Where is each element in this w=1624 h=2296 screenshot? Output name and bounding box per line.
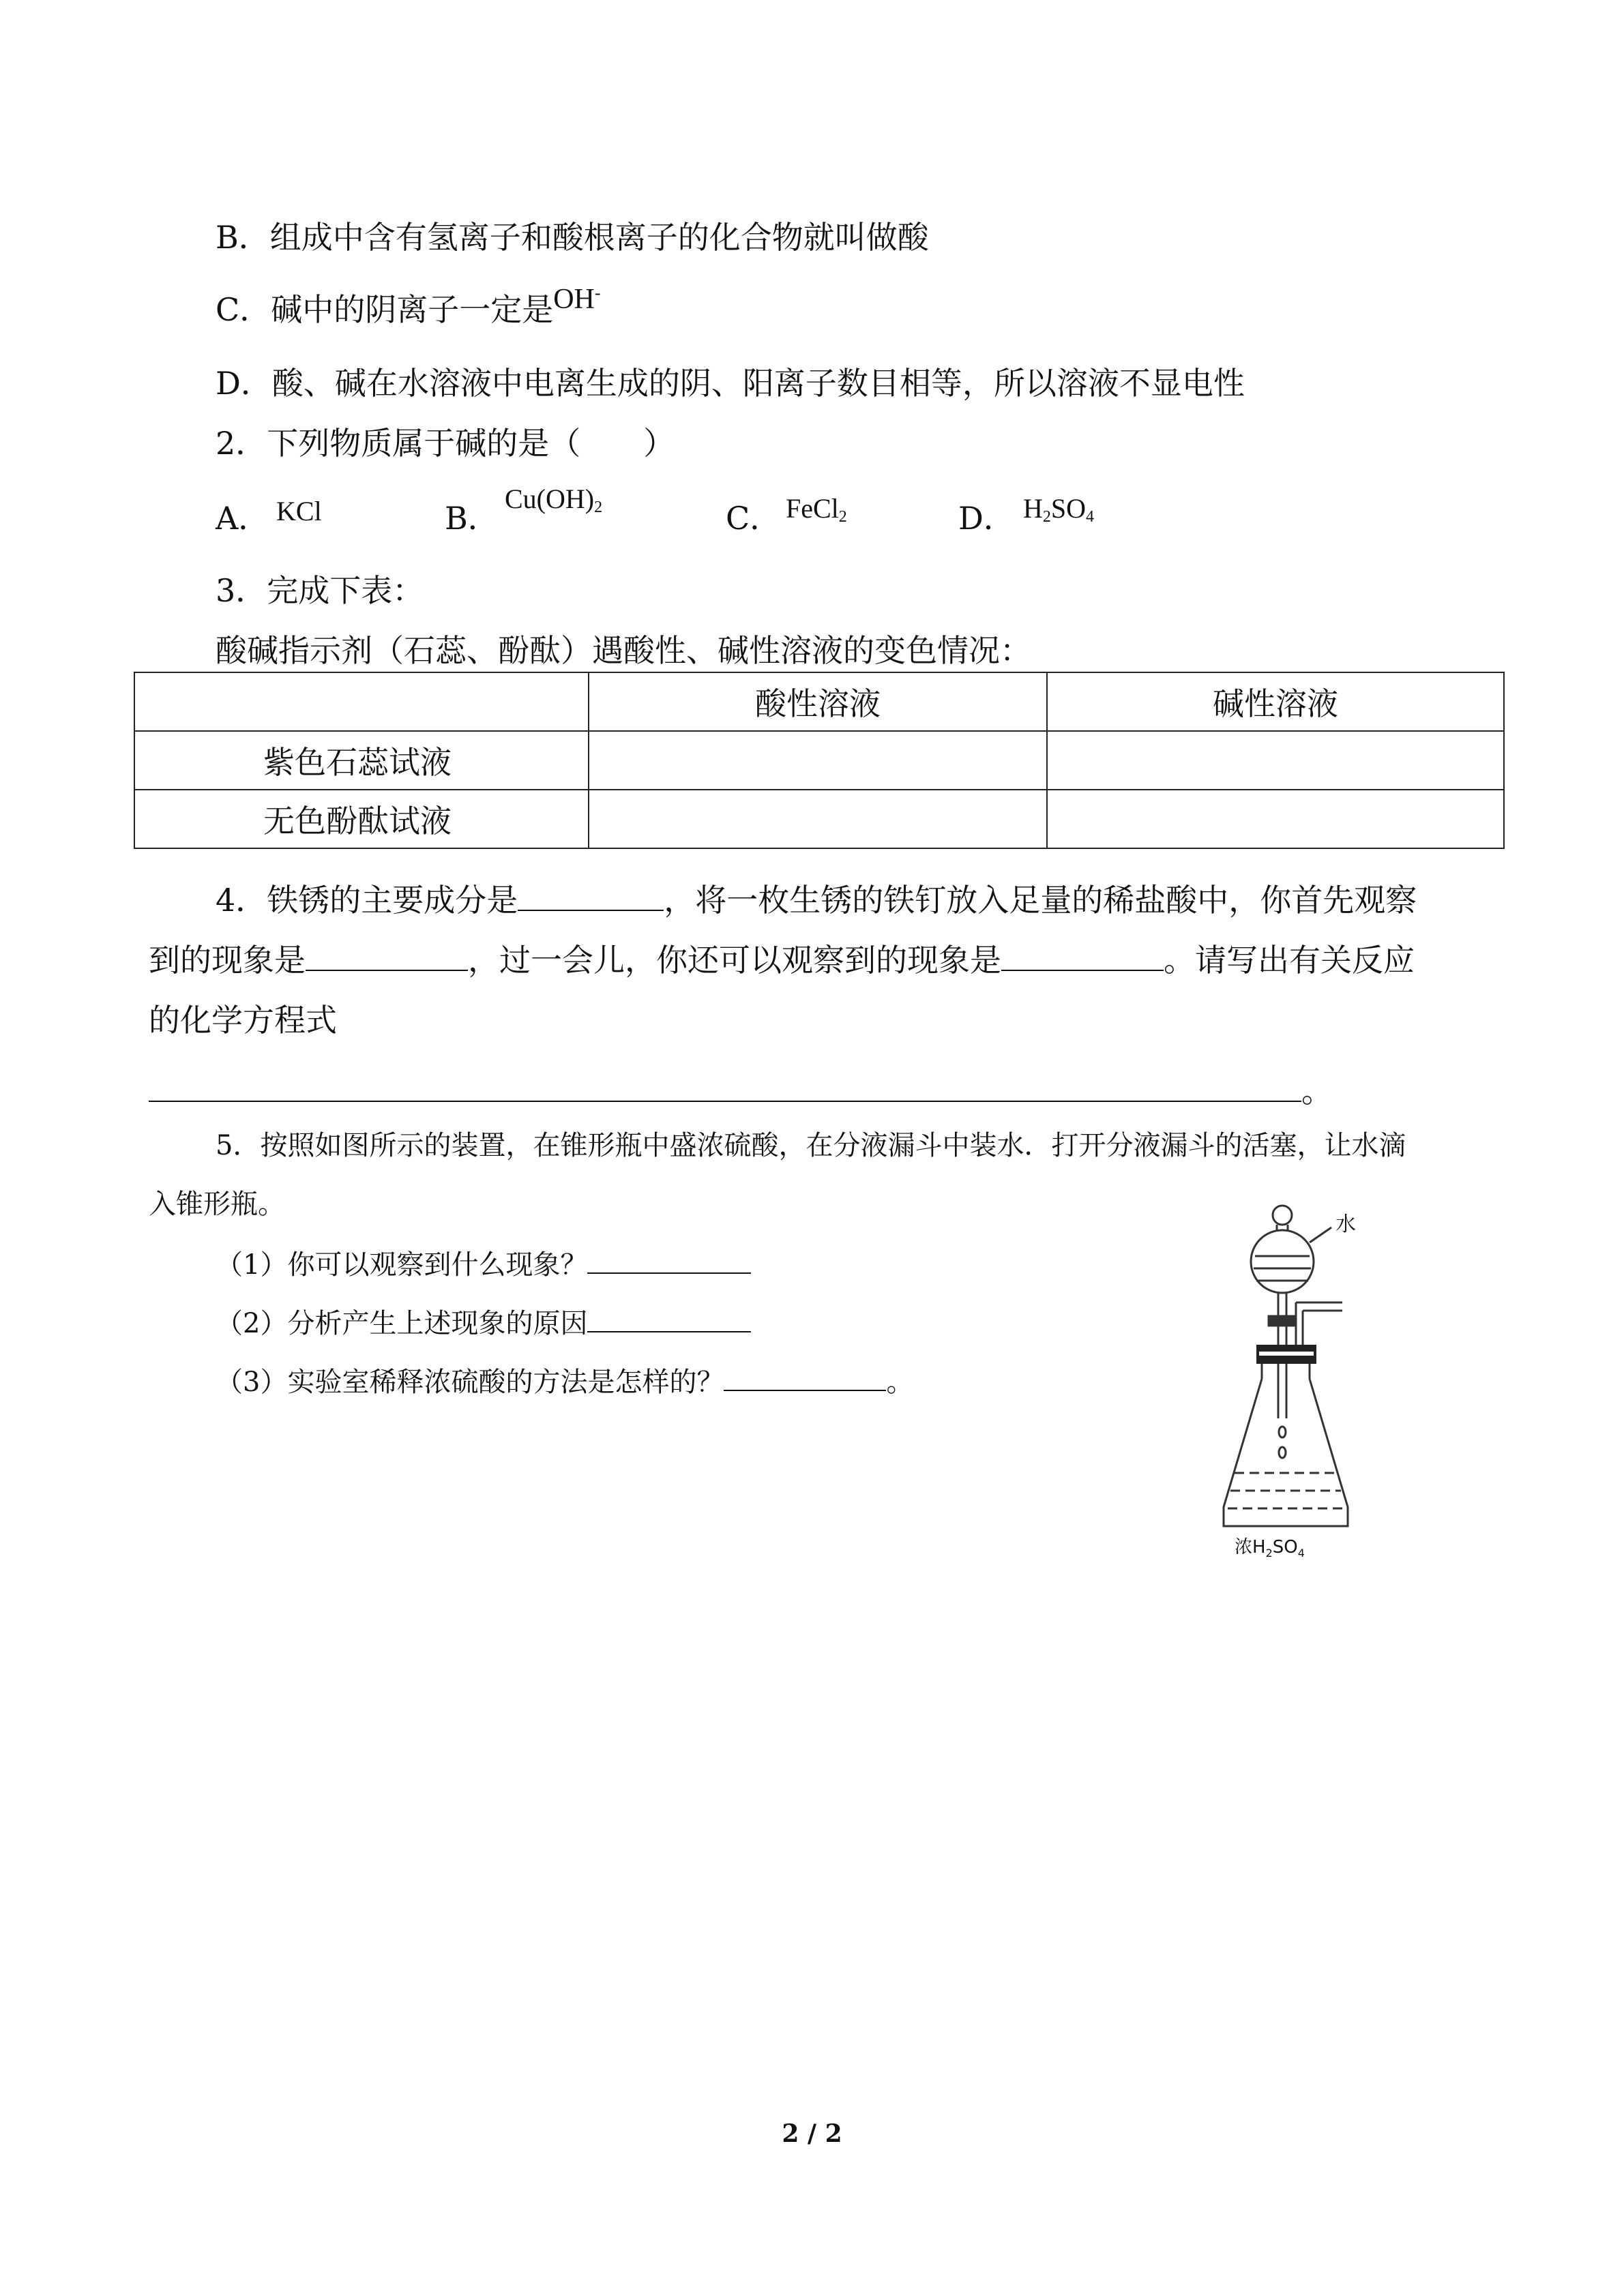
table-cell[interactable] [589, 731, 1047, 790]
q4-line-4: 。 [149, 1071, 1333, 1112]
q2-formula-a: KCl [276, 496, 322, 526]
q2-formula-c: FeCl$_2$ [786, 493, 847, 526]
q2-option-b: B． [445, 500, 499, 537]
table-row [134, 731, 1504, 790]
q2-formula-d: $H_2SO_4$ [1023, 493, 1095, 526]
apparatus-figure [1214, 1200, 1391, 1575]
water-label: 水 [1335, 1212, 1356, 1236]
q2-stem: 2．下列物质属于碱的是（ ） [216, 425, 675, 462]
table-header-row [134, 672, 1504, 731]
q1-option-c [216, 285, 601, 332]
q1-option-d: D．酸、碱在水溶液中电离生成的阴、阳离子数目相等，所以溶液不显电性 [216, 365, 1245, 402]
q1-option-b: B．组成中含有氢离子和酸根离子的化合物就叫做酸 [216, 219, 929, 256]
q2-option-c: C． [726, 500, 782, 537]
table-row-label: 无色酚酞试液 [134, 790, 589, 848]
table-cell[interactable] [1047, 790, 1504, 848]
answer-blank[interactable] [587, 1245, 751, 1274]
page-number: 2 / 2 [782, 2119, 842, 2148]
table-header-cell: 碱性溶液 [1047, 672, 1504, 731]
table-cell[interactable] [589, 790, 1047, 848]
q5-sub-1: （1）你可以观察到什么现象？ [216, 1245, 751, 1284]
q4-line-1: 4．铁锈的主要成分是 ，将一枚生锈的铁钉放入足量的稀盐酸中，你首先观察 [216, 880, 1417, 921]
q2-option-d: D． [958, 500, 1015, 537]
q4-line-2: 到的现象是 ，过一会儿，你还可以观察到的现象是 。请写出有关反应 [149, 940, 1415, 981]
table-row [134, 790, 1504, 848]
q3-caption: 酸碱指示剂（石蕊、酚酞）遇酸性、碱性溶液的变色情况： [216, 632, 1031, 669]
flask-label: 浓$H_2SO_4$ [1235, 1537, 1305, 1560]
q2-formula-b: $Cu(OH)_2$ [505, 483, 603, 516]
q5-sub-2: （2）分析产生上述现象的原因 [216, 1304, 751, 1343]
table-header-cell: 酸性溶液 [589, 672, 1047, 731]
answer-blank[interactable] [306, 940, 468, 971]
q5-sub-3: （3）实验室稀释浓硫酸的方法是怎样的？ 。 [216, 1362, 913, 1401]
separatory-funnel-flask-diagram [1214, 1200, 1391, 1575]
table-row-label: 紫色石蕊试液 [134, 731, 589, 790]
answer-blank[interactable] [587, 1304, 751, 1332]
q1-option-c-text: C．碱中的阴离子一定是 [216, 291, 554, 328]
q2-option-a: A． [216, 500, 270, 537]
answer-blank[interactable] [1001, 940, 1164, 971]
q5-stem-1: 5．按照如图所示的装置，在锥形瓶中盛浓硫酸，在分液漏斗中装水．打开分液漏斗的活塞，让水滴 [216, 1130, 1406, 1161]
table-cell[interactable] [1047, 731, 1504, 790]
equation-blank[interactable] [149, 1071, 1301, 1102]
hydroxide-formula: OH- [553, 283, 601, 315]
indicator-table [134, 672, 1505, 849]
q3-stem: 3．完成下表： [216, 572, 424, 609]
q4-line-3: 的化学方程式 [149, 1002, 337, 1039]
answer-blank[interactable] [518, 880, 664, 911]
table-header-cell [134, 672, 589, 731]
q5-stem-2: 入锥形瓶。 [149, 1189, 285, 1220]
answer-blank[interactable] [724, 1362, 886, 1391]
